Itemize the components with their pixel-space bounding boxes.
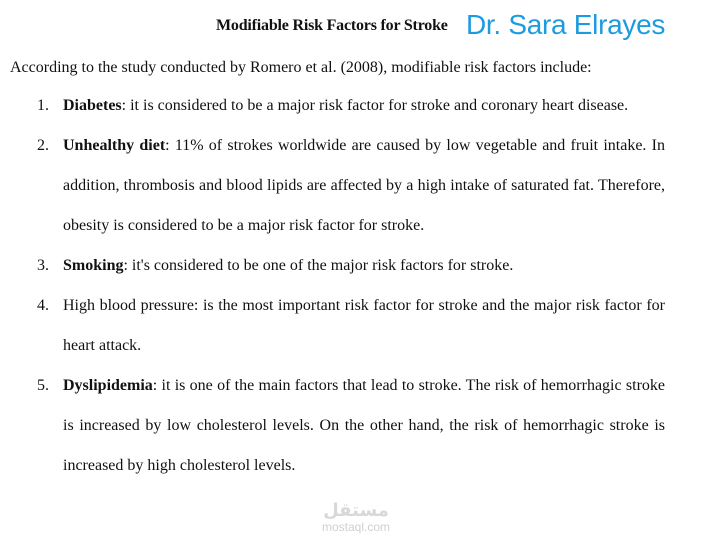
list-item-term: Smoking bbox=[63, 257, 124, 274]
list-item-number: 1. bbox=[37, 97, 49, 114]
watermark bbox=[306, 500, 406, 534]
list-item-term: Dyslipidemia bbox=[63, 377, 153, 394]
list-item-text: High blood pressure: is the most important risk factor for stroke and the major risk factor for heart attack. bbox=[63, 297, 665, 354]
author-name: Dr. Sara Elrayes bbox=[466, 9, 666, 40]
list-item bbox=[0, 86, 717, 126]
list-item-number: 3. bbox=[37, 257, 49, 274]
list-item-text: : it's considered to be one of the major risk factors for stroke. bbox=[123, 257, 514, 274]
watermark-logo: مستقل bbox=[323, 500, 389, 520]
list-item-body bbox=[63, 366, 665, 486]
list-item-text: : it is considered to be a major risk factor for stroke and coronary heart disease. bbox=[121, 97, 629, 114]
list-item bbox=[0, 246, 717, 286]
list-item-body bbox=[63, 246, 665, 286]
risk-factor-list bbox=[0, 86, 717, 486]
list-item-text: : 11% of strokes worldwide are caused by low vegetable and fruit intake. In addition, thrombosis and blood lipids are affected by a high intake of saturated fat. Therefore, obesity is considered to be a major risk factor for stroke. bbox=[63, 137, 665, 234]
list-item-body bbox=[63, 86, 665, 126]
list-item-number: 5. bbox=[37, 377, 49, 394]
list-item-text: : it is one of the main factors that lead to stroke. The risk of hemorrhagic stroke is increased by low cholesterol levels. On the other hand, the risk of hemorrhagic stroke is increased by high cholesterol levels. bbox=[63, 377, 665, 474]
list-item-term: Unhealthy diet bbox=[63, 137, 166, 154]
list-item-term: Diabetes bbox=[63, 97, 122, 114]
list-item-number: 4. bbox=[37, 297, 49, 314]
list-item bbox=[0, 126, 717, 246]
list-item-number: 2. bbox=[37, 137, 49, 154]
intro-paragraph: According to the study conducted by Romero et al. (2008), modifiable risk factors include: bbox=[10, 59, 592, 76]
list-item bbox=[0, 286, 717, 366]
list-item bbox=[0, 366, 717, 486]
list-item-body bbox=[63, 286, 665, 366]
watermark-site: mostaql.com bbox=[321, 520, 391, 534]
list-item-body bbox=[63, 126, 665, 246]
document-title: Modifiable Risk Factors for Stroke bbox=[216, 17, 448, 34]
